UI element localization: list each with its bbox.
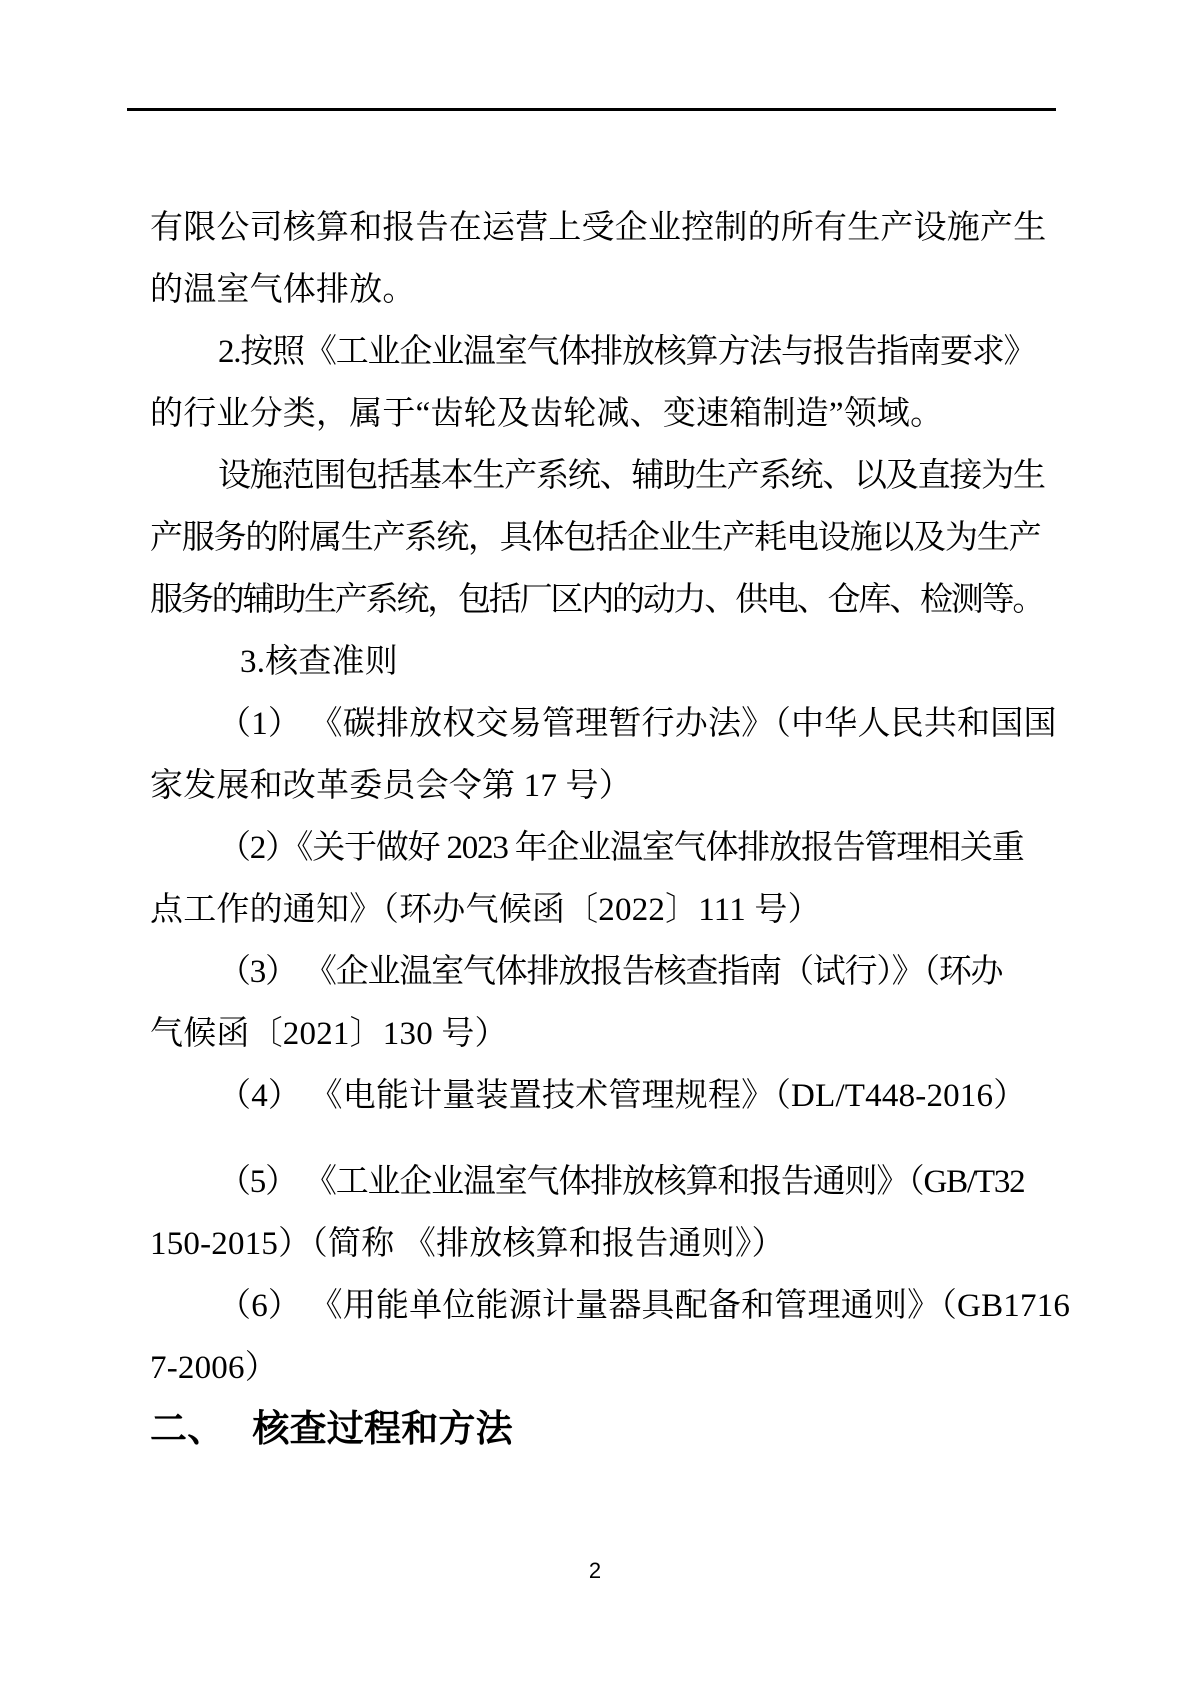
body-line: 2.按照《工业企业温室气体排放核算方法与报告指南要求》	[218, 334, 1036, 370]
body-line: 150-2015）（简称 《排放核算和报告通则》）	[150, 1226, 785, 1262]
page-number: 2	[588, 1558, 602, 1583]
body-line: 设施范围包括基本生产系统、辅助生产系统、以及直接为生	[218, 458, 1045, 494]
section-heading-number: 二、	[150, 1409, 225, 1450]
body-line: （1） 《碳排放权交易管理暂行办法》（中华人民共和国国	[218, 706, 1057, 742]
body-line: 的行业分类，属于“齿轮及齿轮减、变速箱制造”领域。	[150, 396, 944, 432]
header-rule	[127, 108, 1056, 111]
section-heading-title: 核查过程和方法	[252, 1409, 513, 1450]
body-line: （5） 《工业企业温室气体排放核算和报告通则》（GB/T32	[218, 1164, 1025, 1200]
body-line: （6） 《用能单位能源计量器具配备和管理通则》（GB1716	[218, 1288, 1071, 1324]
body-line: 的温室气体排放。	[150, 272, 416, 308]
section-heading-2	[150, 1399, 1040, 1461]
body-line: 气候函〔2021〕130 号）	[150, 1016, 508, 1052]
body-line: 3.核查准则	[240, 644, 398, 680]
body-line: （4） 《电能计量装置技术管理规程》（DL/T448-2016）	[218, 1078, 1027, 1114]
body-line: 服务的辅助生产系统，包括厂区内的动力、供电、仓库、检测等。	[150, 582, 1044, 618]
body-line: （3） 《企业温室气体排放报告核查指南（试行）》（环办	[218, 954, 1003, 990]
body-line: 家发展和改革委员会令第 17 号）	[150, 768, 632, 804]
body-line: 点工作的通知》（环办气候函〔2022〕111 号）	[150, 892, 821, 928]
body-line: 产服务的附属生产系统，具体包括企业生产耗电设施以及为生产	[150, 520, 1041, 556]
body-line: 7-2006）	[150, 1350, 278, 1386]
document-body	[150, 197, 1071, 1461]
body-line: 有限公司核算和报告在运营上受企业控制的所有生产设施产生	[150, 210, 1047, 246]
body-line: （2）《关于做好 2023 年企业温室气体排放报告管理相关重	[218, 830, 1024, 866]
